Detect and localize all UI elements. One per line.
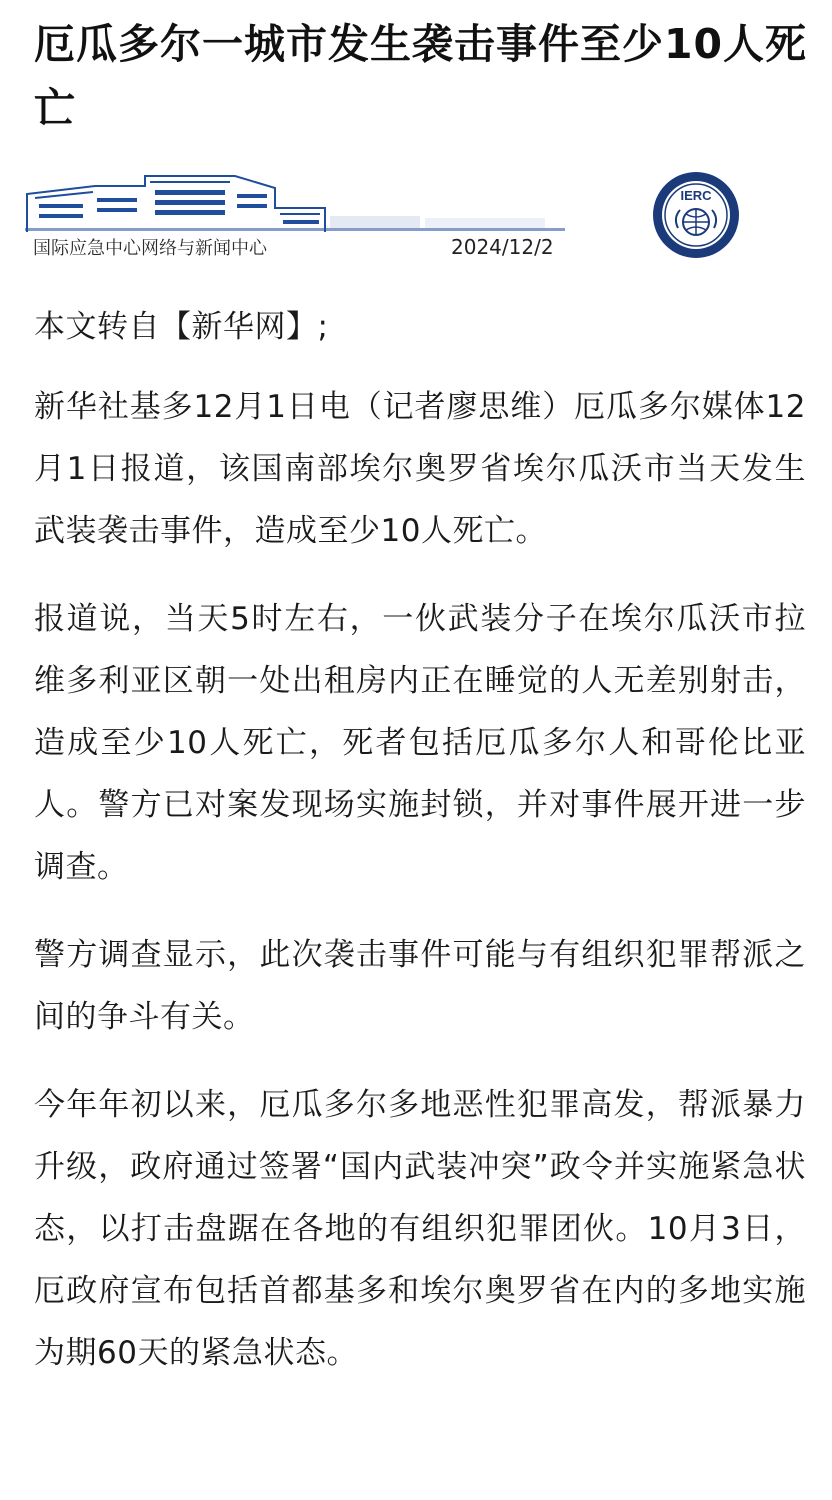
article-body [34,296,806,1410]
intro-paragraph: 本文转自【新华网】; [34,309,329,345]
building-illustration [25,168,585,238]
article-paragraph: 今年年初以来，厄瓜多尔多地恶性犯罪高发，帮派暴力升级，政府通过签署“国内武装冲突”政令并实施紧急状态，以打击盘踞在各地的有组织犯罪团伙。10月3日，厄政府宣布包括首都基多和埃尔奥罗省在内的多地实施为期60天的紧急状态。 [34,1087,806,1371]
article-paragraph: 警方调查显示，此次袭击事件可能与有组织犯罪帮派之间的争斗有关。 [34,937,806,1035]
article-paragraph: 新华社基多12月1日电（记者廖思维）厄瓜多尔媒体12月1日报道，该国南部埃尔奥罗省埃尔瓜沃市当天发生武装袭击事件，造成至少10人死亡。 [34,389,806,549]
article-paragraph: 报道说，当天5时左右，一伙武装分子在埃尔瓜沃市拉维多利亚区朝一处出租房内正在睡觉的人无差别射击，造成至少10人死亡，死者包括厄瓜多尔人和哥伦比亚人。警方已对案发现场实施封锁，并对事件展开进一步调查。 [34,601,806,885]
logo-text: IERC [680,188,712,203]
article-title: 厄瓜多尔一城市发生袭击事件至少10人死亡 [34,20,808,132]
publish-date: 2024/12/2 [451,235,554,259]
ierc-logo-icon [651,170,741,260]
source-label: 国际应急中心网络与新闻中心 [33,238,267,259]
header-banner [25,168,805,272]
